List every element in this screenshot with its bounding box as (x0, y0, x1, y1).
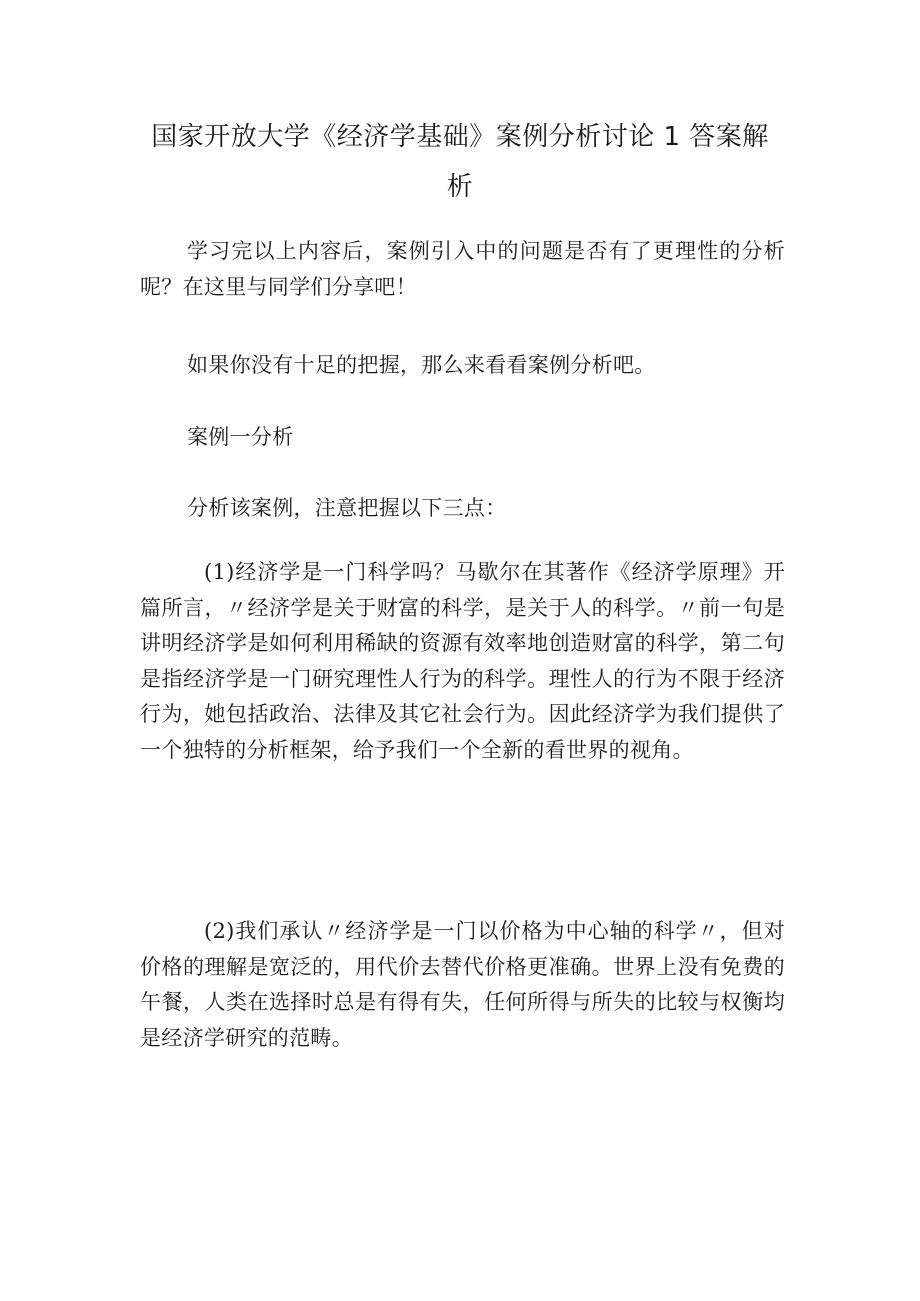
points-intro-paragraph: 分析该案例，注意把握以下三点： (187, 496, 507, 520)
document-title: 国家开放大学《经济学基础》案例分析讨论 1 答案解析 (151, 122, 769, 202)
point-one-paragraph: (1)经济学是一门科学吗？马歇尔在其著作《经济学原理》开篇所言，〃经济学是关于财富的科学，是关于人的科学。〃前一句是讲明经济学是如何利用稀缺的资源有效率地创造财富的科学，第二句是指经济学是一门研究理性人行为的科学。理性人的行为不限于经济行为，她包括政治、法律及其它社会行为。因此经济学为我们提供了一个独特的分析框架，给予我们一个全新的看世界的视角。 (140, 560, 785, 762)
point-two-paragraph: (2)我们承认〃经济学是一门以价格为中心轴的科学〃，但对价格的理解是宽泛的，用代价去替代价格更准确。世界上没有免费的午餐，人类在选择时总是有得有失，任何所得与所失的比较与权衡均是经济学研究的范畴。 (140, 919, 785, 1050)
intro-paragraph: 学习完以上内容后，案例引入中的问题是否有了更理性的分析呢？在这里与同学们分享吧！ (140, 239, 785, 299)
case-one-heading: 案例一分析 (187, 425, 294, 449)
intro-note-paragraph: 如果你没有十足的把握，那么来看看案例分析吧。 (187, 353, 656, 377)
